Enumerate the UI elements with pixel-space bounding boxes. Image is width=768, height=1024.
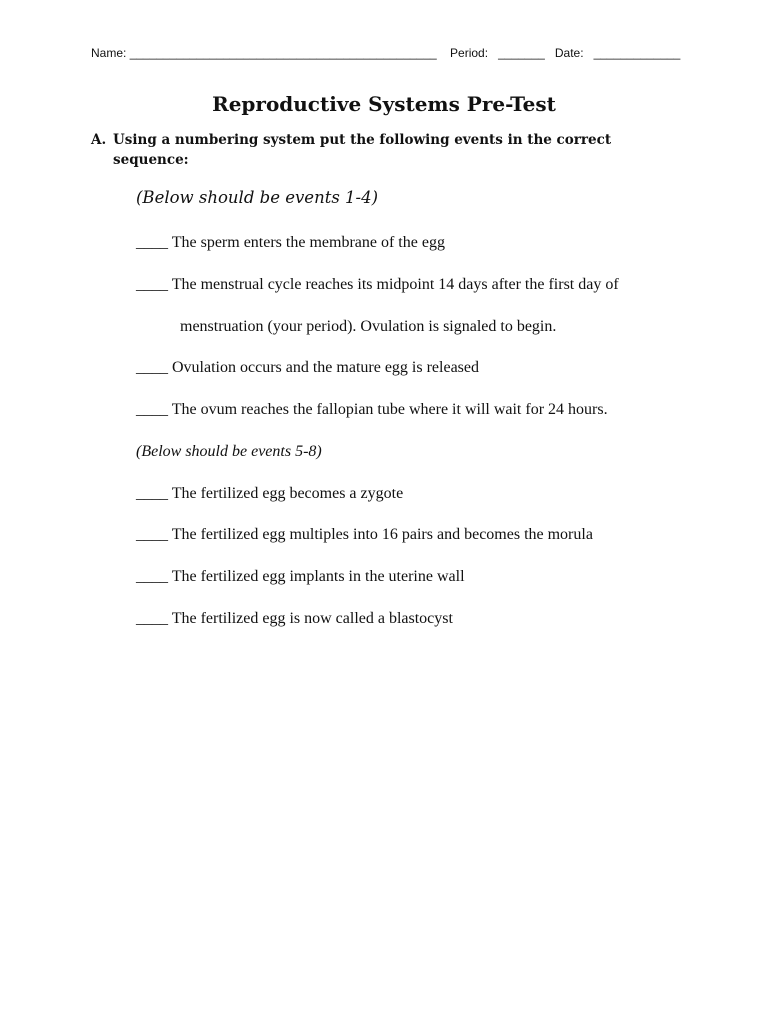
- header-fields: [91, 46, 680, 60]
- group-2-note: (Below should be events 5-8): [136, 443, 322, 460]
- list-item: [136, 401, 608, 419]
- answer-blank: ____: [136, 526, 168, 543]
- instruction-line-1: Using a numbering system put the following events in the correct: [113, 132, 612, 148]
- list-item: [136, 234, 445, 252]
- section-marker: A.: [91, 132, 107, 148]
- answer-blank: ____: [136, 359, 168, 376]
- instruction-line-2: sequence:: [113, 152, 189, 168]
- section-a-instruction: [91, 130, 651, 170]
- page-title: Reproductive Systems Pre-Test: [212, 92, 556, 116]
- answer-blank: ____: [136, 401, 168, 418]
- event-text: The fertilized egg multiples into 16 pairs and becomes the morula: [171, 526, 593, 543]
- list-item: [136, 276, 619, 294]
- answer-blank: ____: [136, 610, 168, 627]
- date-label: Date:: [554, 46, 584, 60]
- answer-blank: ____: [136, 276, 168, 293]
- event-text-continuation: menstruation (your period). Ovulation is signaled to begin.: [180, 318, 557, 335]
- event-text: The fertilized egg is now called a blastocyst: [171, 610, 453, 627]
- answer-blank: ____: [136, 485, 168, 502]
- list-item: [136, 568, 465, 586]
- name-blank: ______________________________________________: [129, 46, 437, 60]
- event-text: Ovulation occurs and the mature egg is released: [172, 359, 479, 376]
- event-text: The ovum reaches the fallopian tube where it will wait for 24 hours.: [171, 401, 608, 418]
- list-item: [136, 485, 403, 503]
- event-text: The fertilized egg implants in the uterine wall: [171, 568, 465, 585]
- answer-blank: ____: [136, 234, 168, 251]
- period-label: Period:: [450, 46, 489, 60]
- answer-blank: ____: [136, 568, 168, 585]
- name-label: Name:: [91, 46, 127, 60]
- event-text: The fertilized egg becomes a zygote: [171, 485, 404, 502]
- list-item: [136, 359, 479, 377]
- group-1-note: (Below should be events 1-4): [136, 188, 379, 207]
- event-text: The sperm enters the membrane of the egg: [171, 234, 445, 251]
- period-blank: _______: [498, 46, 545, 60]
- list-item: [136, 526, 593, 544]
- date-blank: _____________: [593, 46, 681, 60]
- event-text: The menstrual cycle reaches its midpoint 14 days after the first day of: [171, 276, 619, 293]
- list-item: [136, 610, 453, 628]
